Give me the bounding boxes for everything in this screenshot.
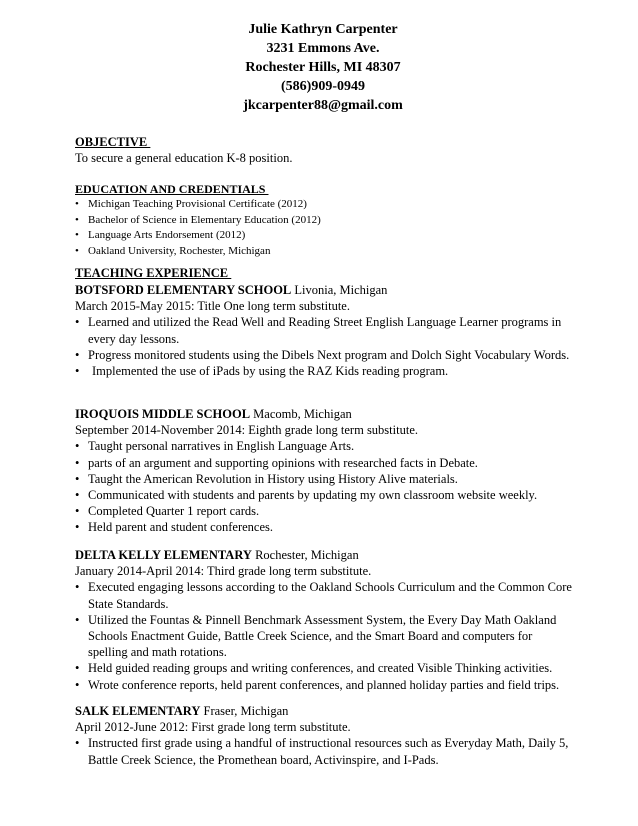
email-address: jkcarpenter88@gmail.com: [243, 98, 403, 113]
job-school-line: [75, 703, 575, 719]
job-bullet: • Communicated with students and parents by updating my own classroom website weekly.: [75, 487, 575, 503]
job-school-line: [75, 406, 575, 422]
school-name: IROQUOIS MIDDLE SCHOOL: [75, 407, 251, 421]
school-location: Livonia, Michigan: [291, 283, 388, 297]
education-heading: EDUCATION AND CREDENTIALS: [75, 182, 269, 196]
objective-heading: OBJECTIVE: [75, 135, 151, 149]
job-dates: January 2014-April 2014: Third grade long term substitute.: [75, 564, 372, 579]
job-entry-delta-kelly: [75, 547, 575, 693]
job-school-line: [75, 547, 575, 563]
job-bullet: • Completed Quarter 1 report cards.: [75, 503, 575, 519]
education-item: • Language Arts Endorsement (2012): [75, 228, 321, 244]
job-bullet: • Executed engaging lessons according to the Oakland Schools Curriculum and the Common Core State Standards.: [75, 579, 575, 611]
job-bullet: • Instructed first grade using a handful of instructional resources such as Everyday Math, Daily 5, Battle Creek Science, the Promethean board, Activinspire, and I-Pads.: [75, 735, 575, 767]
school-location: Fraser, Michigan: [200, 704, 289, 718]
job-dates: April 2012-June 2012: First grade long term substitute.: [75, 720, 351, 735]
job-bullets: [75, 438, 575, 535]
job-bullet: • Utilized the Fountas & Pinnell Benchmark Assessment System, the Every Day Math Oakland Schools Enactment Guide, Battle Creek Science, and the Smart Board and computers for spelling and math rotations.: [75, 612, 575, 661]
education-list: [75, 197, 321, 259]
job-bullet: • Wrote conference reports, held parent conferences, and planned holiday parties and field trips.: [75, 677, 575, 693]
phone-number: (586)909-0949: [281, 79, 365, 94]
job-bullet: • Taught personal narratives in English Language Arts.: [75, 438, 575, 454]
job-bullets: [75, 735, 575, 767]
school-location: Rochester, Michigan: [251, 548, 359, 562]
job-bullets: [75, 579, 575, 692]
job-bullet: • parts of an argument and supporting opinions with researched facts in Debate.: [75, 455, 575, 471]
job-bullet: • Held guided reading groups and writing conferences, and created Visible Thinking activities.: [75, 660, 575, 676]
contact-header: [0, 20, 638, 115]
job-dates: September 2014-November 2014: Eighth grade long term substitute.: [75, 423, 418, 438]
job-entry-salk: [75, 703, 575, 768]
job-dates: March 2015-May 2015: Title One long term substitute.: [75, 299, 350, 314]
job-bullet: • Progress monitored students using the Dibels Next program and Dolch Sight Vocabulary Words.: [75, 347, 575, 363]
job-bullet: • Implemented the use of iPads by using the RAZ Kids reading program.: [75, 363, 575, 379]
education-item: • Oakland University, Rochester, Michigan: [75, 244, 321, 260]
education-item: • Bachelor of Science in Elementary Education (2012): [75, 213, 321, 229]
school-name: BOTSFORD ELEMENTARY SCHOOL: [75, 283, 292, 297]
school-name: SALK ELEMENTARY: [75, 704, 201, 718]
job-bullets: [75, 314, 575, 379]
job-bullet: • Learned and utilized the Read Well and Reading Street English Language Learner programs in every day lessons.: [75, 314, 575, 346]
job-entry-botsford: [75, 282, 575, 379]
job-school-line: [75, 282, 575, 298]
school-name: DELTA KELLY ELEMENTARY: [75, 548, 252, 562]
street-address: 3231 Emmons Ave.: [266, 41, 380, 56]
education-item: • Michigan Teaching Provisional Certificate (2012): [75, 197, 321, 213]
job-bullet: • Taught the American Revolution in History using History Alive materials.: [75, 471, 575, 487]
objective-text: To secure a general education K-8 position.: [75, 151, 293, 165]
city-state-zip: Rochester Hills, MI 48307: [245, 60, 401, 75]
applicant-name: Julie Kathryn Carpenter: [248, 22, 398, 37]
job-entry-iroquois: [75, 406, 575, 536]
experience-heading: TEACHING EXPERIENCE: [75, 266, 232, 280]
job-bullet: • Held parent and student conferences.: [75, 519, 575, 535]
school-location: Macomb, Michigan: [250, 407, 352, 421]
